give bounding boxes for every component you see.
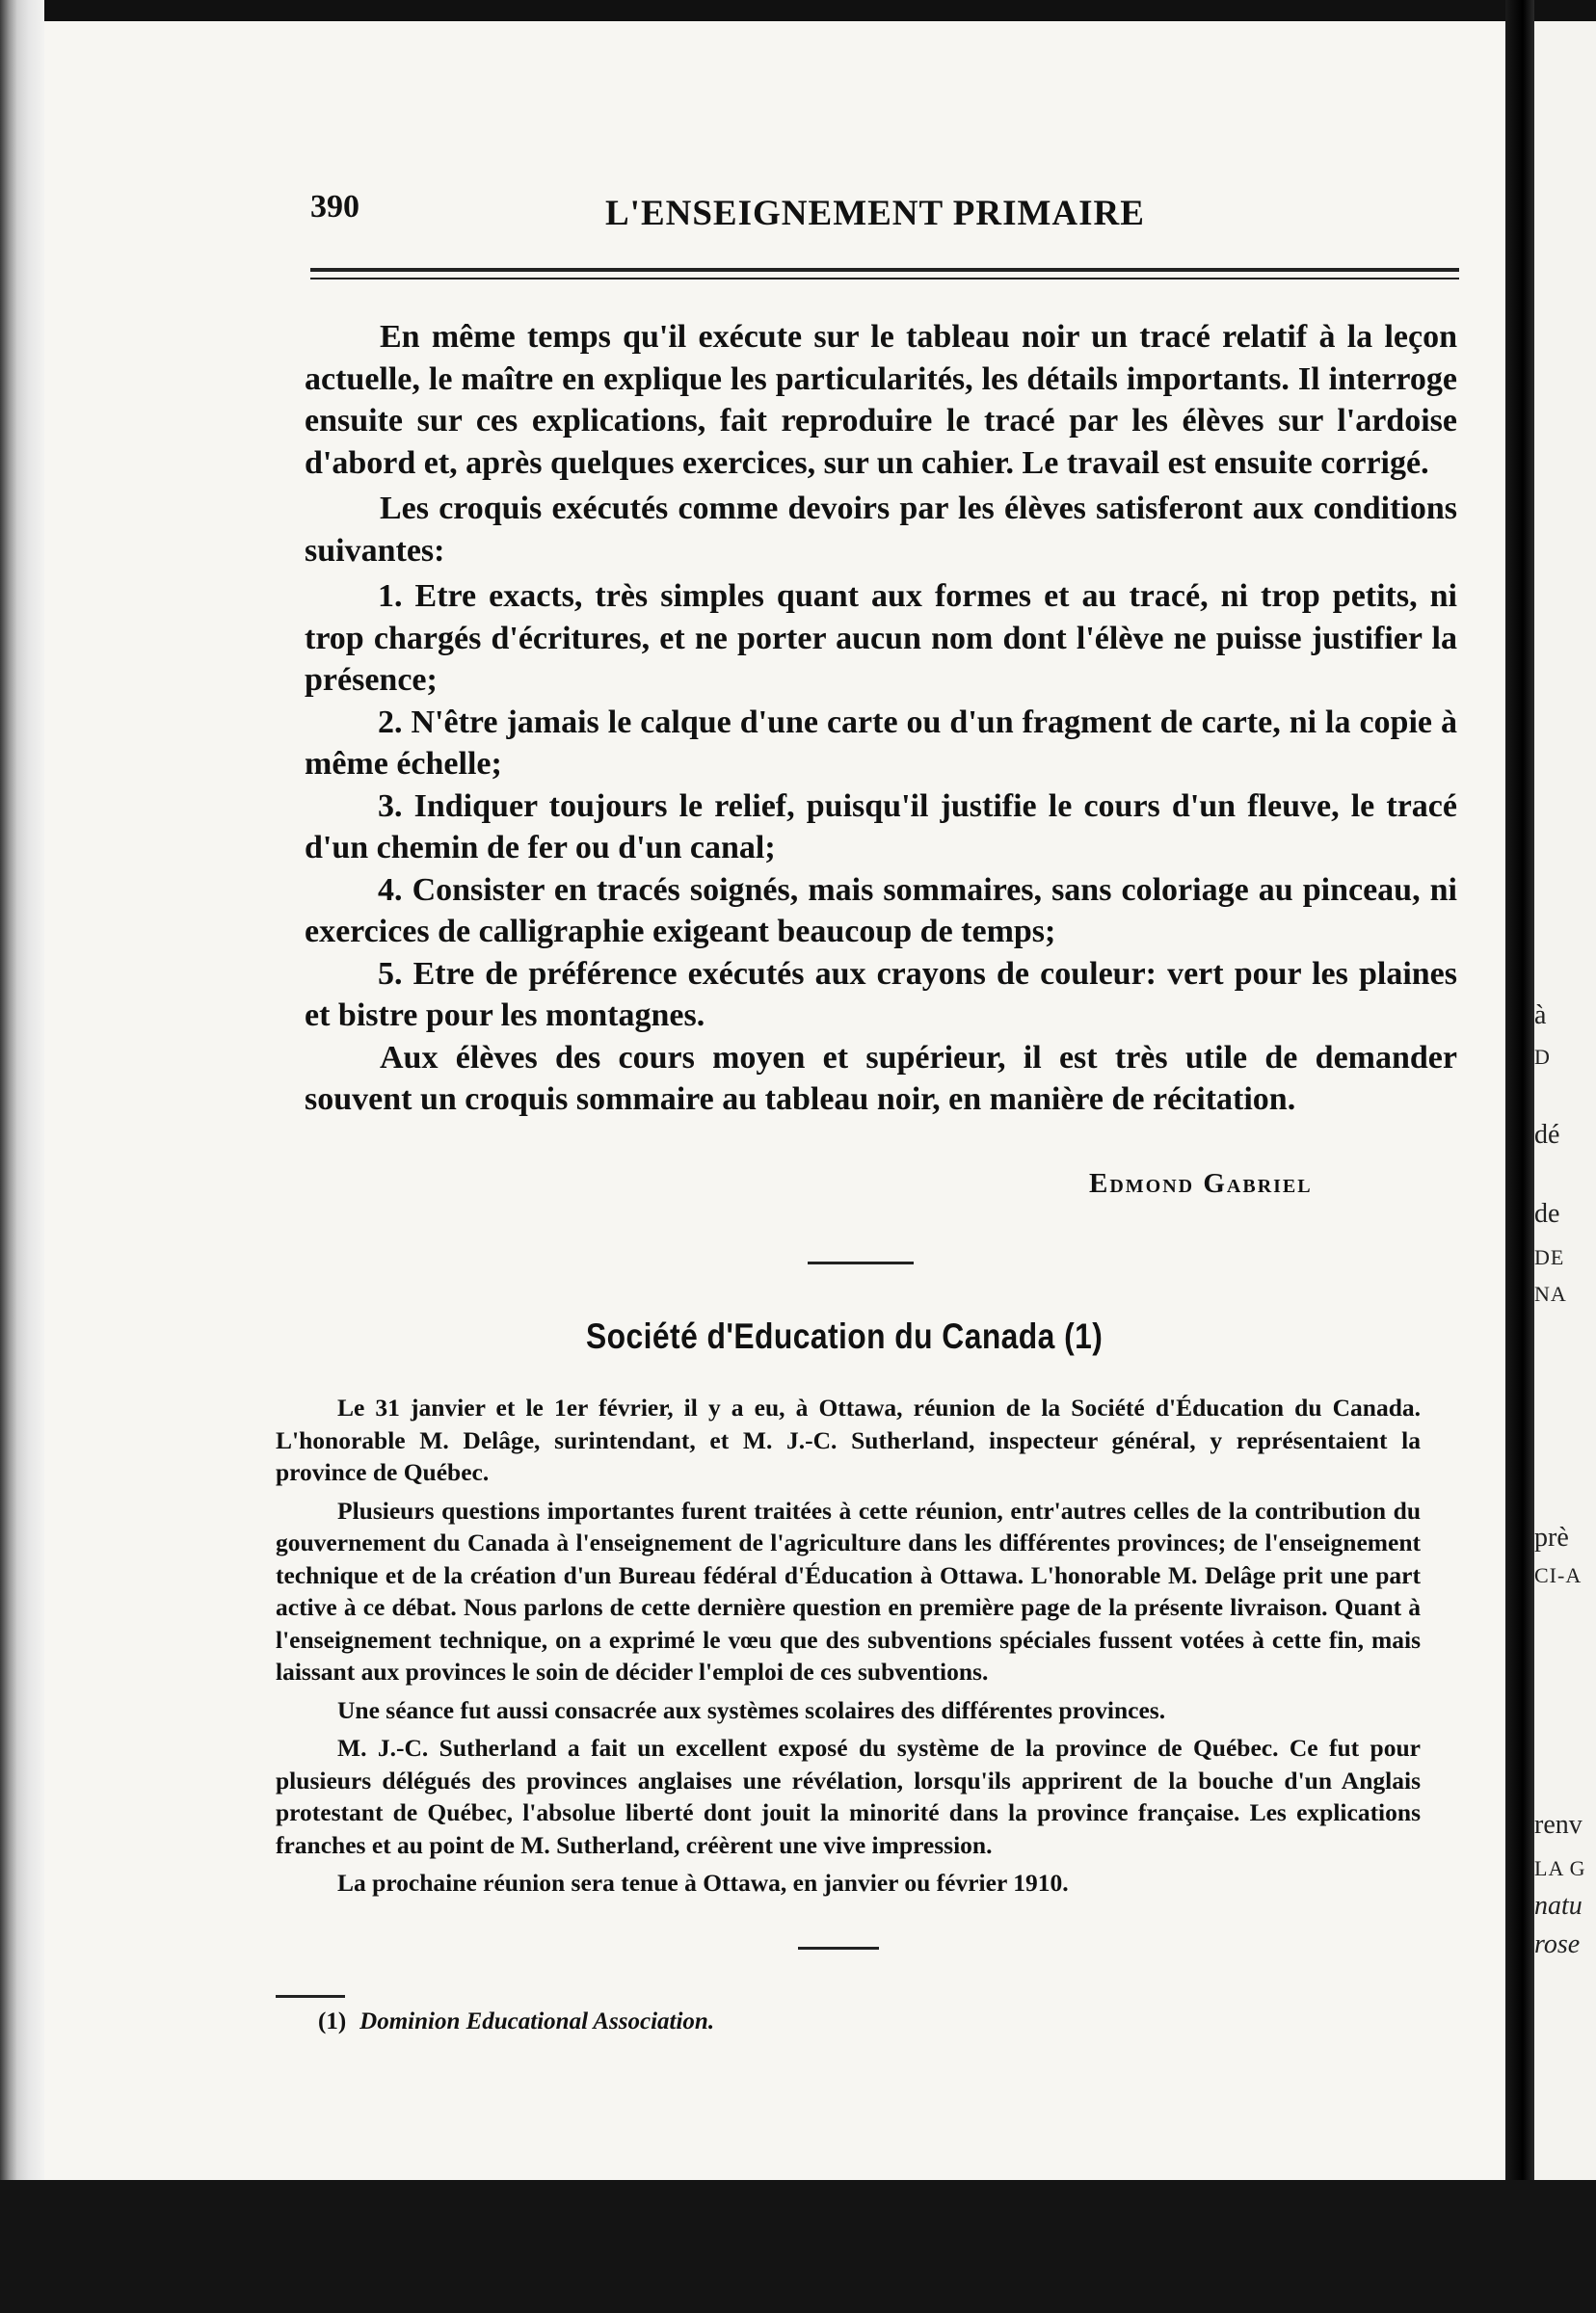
condition-item-3: 3. Indiquer toujours le relief, puisqu'il justifie le cours d'un fleuve, le tracé d'un chemin de fer ou d'un canal; xyxy=(305,787,1457,865)
section-paragraph: La prochaine réunion sera tenue à Ottawa, en janvier ou février 1910. xyxy=(337,1869,1069,1897)
article-body xyxy=(305,316,1457,1125)
adjacent-fragment: NA xyxy=(1534,1282,1567,1306)
adjacent-fragment: de xyxy=(1534,1199,1560,1229)
article-paragraph: Les croquis exécutés comme devoirs par les élèves satisferont aux conditions suivantes: xyxy=(305,491,1457,569)
adjacent-fragment: CI-A xyxy=(1534,1563,1583,1587)
running-title: L'ENSEIGNEMENT PRIMAIRE xyxy=(605,194,1145,233)
header-rule-thick xyxy=(310,268,1459,272)
condition-item-1: 1. Etre exacts, très simples quant aux formes et au tracé, ni trop petits, ni trop chargés d'écritures, et ne porter aucun nom dont l'élève ne puisse justifier la présence; xyxy=(305,578,1457,698)
section-separator xyxy=(808,1262,914,1264)
footnote-text: Dominion Educational Association. xyxy=(359,2008,715,2034)
page-number: 390 xyxy=(310,189,359,225)
adjacent-fragment: D xyxy=(1534,1045,1551,1069)
footnote xyxy=(318,2008,714,2035)
adjacent-fragment: prè xyxy=(1534,1523,1569,1553)
section-paragraph: Plusieurs questions importantes furent traitées à cette réunion, entr'autres celles de la contribution du gouvernement du Canada à l'enseignement de l'agriculture dans les différentes provinces; de l'enseignement technique et de la création d'un Bureau fédéral d'Éducation à Ottawa. L'honorable M. Delâge prit une part active à ce débat. Nous parlons de cette dernière question en première page de la présente livraison. Quant à l'enseignement technique, on a exprimé le vœu que des subventions spéciales fussent votées à cette fin, mais laissant aux provinces le soin de décider l'emploi de ces subventions. xyxy=(276,1496,1421,1686)
section-title: Société d'Education du Canada (1) xyxy=(586,1316,1104,1356)
article-closing: Aux élèves des cours moyen et supérieur, il est très utile de demander souvent un croquis sommaire au tableau noir, en manière de récitation. xyxy=(305,1039,1457,1117)
adjacent-page xyxy=(1534,21,1596,2180)
adjacent-fragment: DE xyxy=(1534,1245,1565,1269)
adjacent-fragment: dé xyxy=(1534,1120,1560,1150)
section-body xyxy=(276,1392,1421,1905)
adjacent-fragment: renv xyxy=(1534,1810,1583,1840)
scan-bottom-border xyxy=(0,2180,1596,2313)
section-paragraph: Le 31 janvier et le 1er février, il y a eu, à Ottawa, réunion de la Société d'Éducation du Canada. L'honorable M. Delâge, surintendant, et M. J.-C. Sutherland, inspecteur général, y représentaient la province de Québec. xyxy=(276,1394,1421,1486)
condition-item-4: 4. Consister en tracés soignés, mais sommaires, sans coloriage au pinceau, ni exercices de calligraphie exigeant beaucoup de temps; xyxy=(305,871,1457,949)
condition-item-5: 5. Etre de préférence exécutés aux crayons de couleur: vert pour les plaines et bistre pour les montagnes. xyxy=(305,955,1457,1033)
adjacent-fragment: rose xyxy=(1534,1929,1581,1959)
footnote-rule xyxy=(276,1995,345,1998)
section-paragraph: M. J.-C. Sutherland a fait un excellent exposé du système de la province de Québec. Ce fut pour plusieurs délégués des provinces anglaises une révélation, lorsqu'ils apprirent de la bouche d'un Anglais protestant de Québec, l'absolue liberté dont jouit la minorité dans la province française. Les explications franches et au point de M. Sutherland, créèrent une vive impression. xyxy=(276,1734,1421,1859)
book-gutter xyxy=(1505,0,1534,2180)
section-paragraph: Une séance fut aussi consacrée aux systèmes scolaires des différentes provinces. xyxy=(337,1695,1166,1724)
end-separator xyxy=(798,1947,879,1950)
adjacent-fragment: LA G xyxy=(1534,1856,1586,1880)
adjacent-fragment: à xyxy=(1534,1000,1547,1030)
article-paragraph: En même temps qu'il exécute sur le tableau noir un tracé relatif à la leçon actuelle, le maître en explique les particularités, les détails importants. Il interroge ensuite sur ces explications, fait reproduire le tracé par les élèves sur l'ardoise d'abord et, après quelques exercices, sur un cahier. Le travail est ensuite corrigé. xyxy=(305,319,1457,481)
author-signature: Edmond Gabriel xyxy=(1089,1168,1313,1199)
condition-item-2: 2. N'être jamais le calque d'une carte ou d'un fragment de carte, ni la copie à même échelle; xyxy=(305,704,1457,782)
footnote-marker: (1) xyxy=(318,2008,347,2034)
adjacent-fragment: natu xyxy=(1534,1891,1583,1921)
header-rule-thin xyxy=(310,278,1459,279)
